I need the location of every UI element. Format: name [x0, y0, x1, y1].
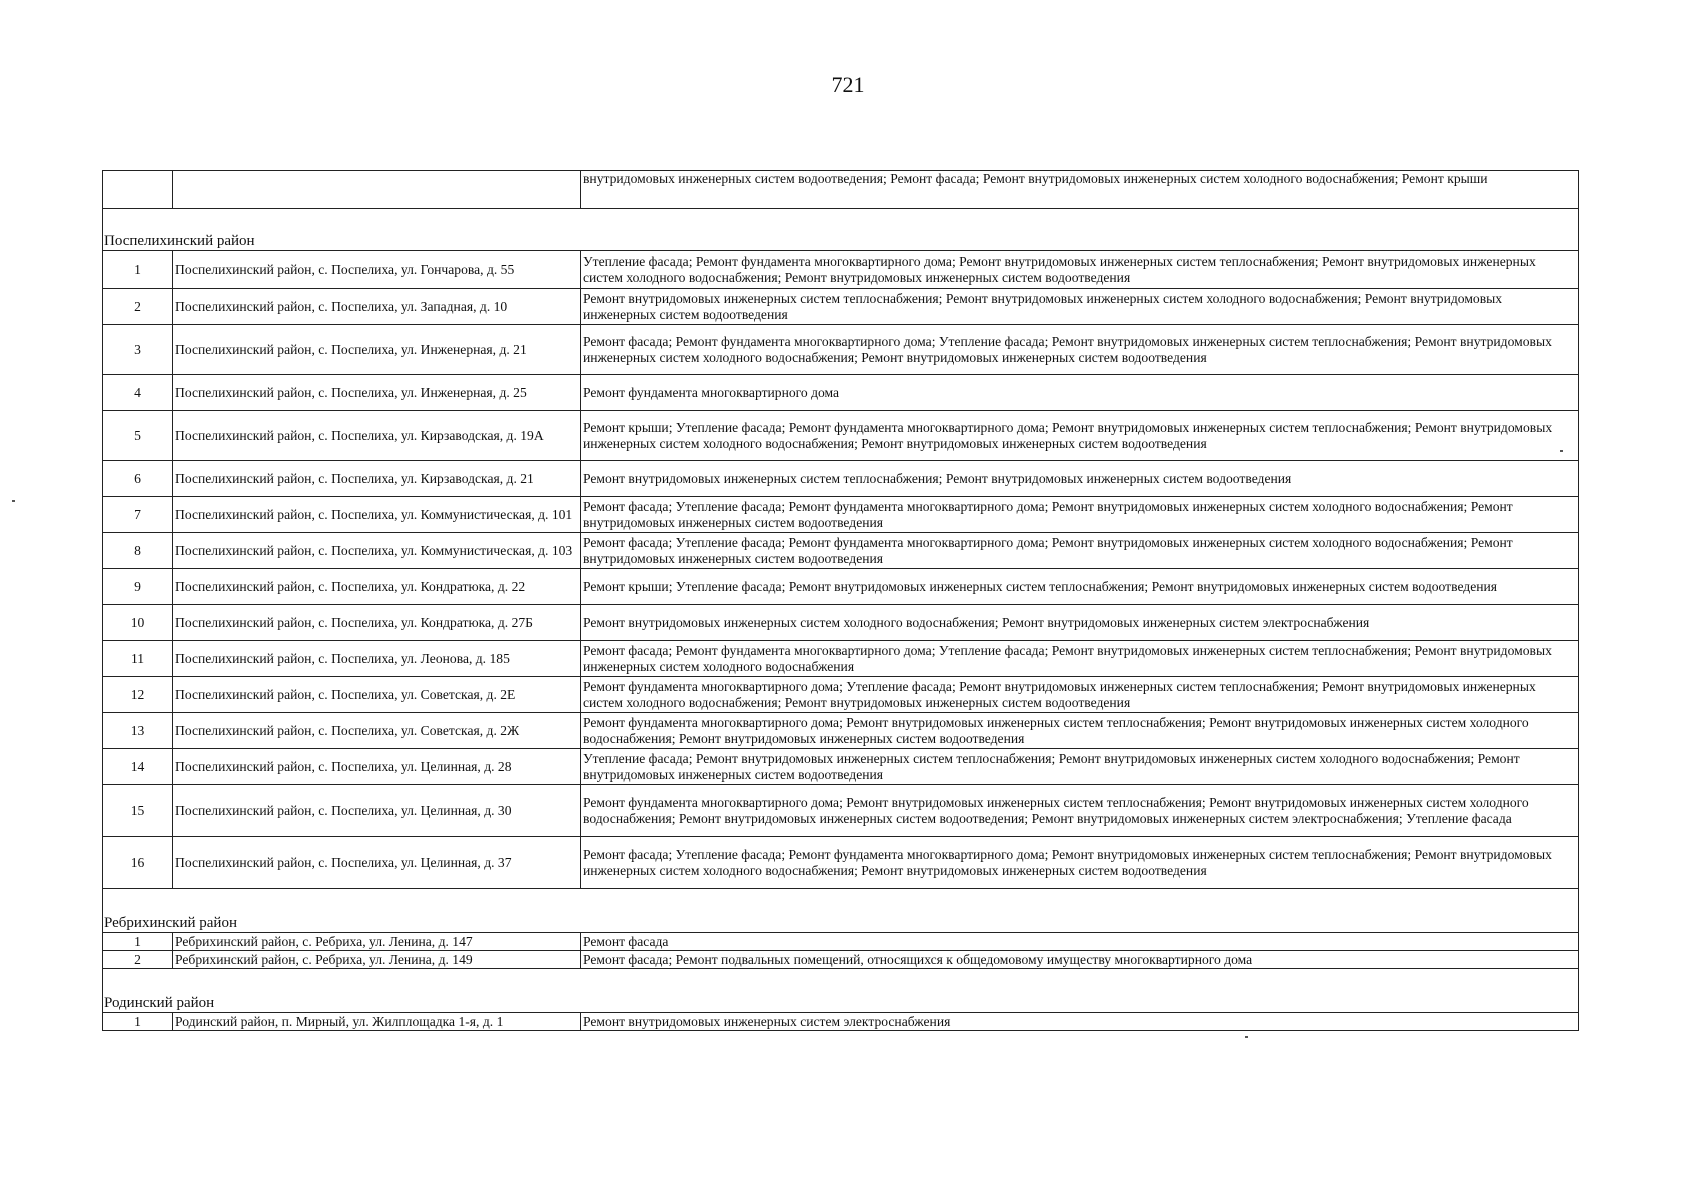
- scan-speck: [1245, 1036, 1248, 1038]
- address-cell: Поспелихинский район, с. Поспелиха, ул. Советская, д. 2Ж: [173, 713, 581, 749]
- row-number: 4: [103, 375, 173, 411]
- table-body: [103, 171, 1579, 1031]
- works-cell: Ремонт внутридомовых инженерных систем холодного водоснабжения; Ремонт внутридомовых инженерных систем электроснабжения: [581, 605, 1579, 641]
- works-cell: Ремонт фасада: [581, 933, 1579, 951]
- address-cell: Поспелихинский район, с. Поспелиха, ул. Западная, д. 10: [173, 289, 581, 325]
- row-number: 16: [103, 837, 173, 889]
- table-row: [103, 837, 1579, 889]
- table-row: [103, 749, 1579, 785]
- row-number: 1: [103, 933, 173, 951]
- region-name: Ребрихинский район: [103, 889, 1579, 933]
- table-row: [103, 641, 1579, 677]
- table-row: [103, 933, 1579, 951]
- address-cell: Поспелихинский район, с. Поспелиха, ул. Инженерная, д. 21: [173, 325, 581, 375]
- row-number: 5: [103, 411, 173, 461]
- table-row: [103, 1013, 1579, 1031]
- address-cell: Поспелихинский район, с. Поспелиха, ул. Инженерная, д. 25: [173, 375, 581, 411]
- repair-works-table: [102, 170, 1579, 1031]
- works-cell: Ремонт внутридомовых инженерных систем электроснабжения: [581, 1013, 1579, 1031]
- continuation-address-cell: [173, 171, 581, 209]
- row-number: 6: [103, 461, 173, 497]
- address-cell: Поспелихинский район, с. Поспелиха, ул. Кирзаводская, д. 19А: [173, 411, 581, 461]
- works-cell: Ремонт фасада; Утепление фасада; Ремонт фундамента многоквартирного дома; Ремонт внутридомовых инженерных систем теплоснабжения; Ремонт внутридомовых инженерных систем холодного водоснабжения; Ремонт внутридомовых инженерных систем водоотведения: [581, 837, 1579, 889]
- address-cell: Поспелихинский район, с. Поспелиха, ул. Кондратюка, д. 27Б: [173, 605, 581, 641]
- continuation-works-cell: внутридомовых инженерных систем водоотведения; Ремонт фасада; Ремонт внутридомовых инженерных систем холодного водоснабжения; Ремонт крыши: [581, 171, 1579, 209]
- works-cell: Утепление фасада; Ремонт фундамента многоквартирного дома; Ремонт внутридомовых инженерных систем теплоснабжения; Ремонт внутридомовых инженерных систем холодного водоснабжения; Ремонт внутридомовых инженерных систем водоотведения: [581, 251, 1579, 289]
- table-row: [103, 325, 1579, 375]
- continuation-num-cell: [103, 171, 173, 209]
- row-number: 15: [103, 785, 173, 837]
- row-number: 7: [103, 497, 173, 533]
- row-number: 8: [103, 533, 173, 569]
- region-name: Родинский район: [103, 969, 1579, 1013]
- table-row: [103, 251, 1579, 289]
- row-number: 1: [103, 251, 173, 289]
- row-number: 9: [103, 569, 173, 605]
- table-row: [103, 951, 1579, 969]
- row-number: 13: [103, 713, 173, 749]
- works-cell: Ремонт фундамента многоквартирного дома; Утепление фасада; Ремонт внутридомовых инженерных систем теплоснабжения; Ремонт внутридомовых инженерных систем холодного водоснабжения; Ремонт внутридомовых инженерных систем водоотведения: [581, 677, 1579, 713]
- address-cell: Поспелихинский район, с. Поспелиха, ул. Целинная, д. 37: [173, 837, 581, 889]
- region-header-row: [103, 209, 1579, 251]
- works-cell: Ремонт фасада; Ремонт фундамента многоквартирного дома; Утепление фасада; Ремонт внутридомовых инженерных систем теплоснабжения; Ремонт внутридомовых инженерных систем холодного водоснабжения: [581, 641, 1579, 677]
- table-row: [103, 289, 1579, 325]
- row-number: 10: [103, 605, 173, 641]
- table-row: [103, 713, 1579, 749]
- scan-speck: [12, 500, 15, 502]
- works-cell: Ремонт внутридомовых инженерных систем теплоснабжения; Ремонт внутридомовых инженерных систем водоотведения: [581, 461, 1579, 497]
- row-number: 11: [103, 641, 173, 677]
- region-name: Поспелихинский район: [103, 209, 1579, 251]
- address-cell: Поспелихинский район, с. Поспелиха, ул. Кирзаводская, д. 21: [173, 461, 581, 497]
- works-cell: Утепление фасада; Ремонт внутридомовых инженерных систем теплоснабжения; Ремонт внутридомовых инженерных систем холодного водоснабжения; Ремонт внутридомовых инженерных систем водоотведения: [581, 749, 1579, 785]
- row-number: 1: [103, 1013, 173, 1031]
- continuation-row: [103, 171, 1579, 209]
- table-row: [103, 461, 1579, 497]
- row-number: 2: [103, 289, 173, 325]
- table-row: [103, 677, 1579, 713]
- works-cell: Ремонт фасада; Утепление фасада; Ремонт фундамента многоквартирного дома; Ремонт внутридомовых инженерных систем холодного водоснабжения; Ремонт внутридомовых инженерных систем водоотведения: [581, 533, 1579, 569]
- table-row: [103, 375, 1579, 411]
- works-cell: Ремонт фундамента многоквартирного дома: [581, 375, 1579, 411]
- address-cell: Ребрихинский район, с. Ребриха, ул. Ленина, д. 149: [173, 951, 581, 969]
- works-cell: Ремонт фасада; Ремонт подвальных помещений, относящихся к общедомовому имуществу многоквартирного дома: [581, 951, 1579, 969]
- works-cell: Ремонт крыши; Утепление фасада; Ремонт фундамента многоквартирного дома; Ремонт внутридомовых инженерных систем теплоснабжения; Ремонт внутридомовых инженерных систем холодного водоснабжения; Ремонт внутридомовых инженерных систем водоотведения: [581, 411, 1579, 461]
- works-cell: Ремонт внутридомовых инженерных систем теплоснабжения; Ремонт внутридомовых инженерных систем холодного водоснабжения; Ремонт внутридомовых инженерных систем водоотведения: [581, 289, 1579, 325]
- works-cell: Ремонт фасада; Утепление фасада; Ремонт фундамента многоквартирного дома; Ремонт внутридомовых инженерных систем холодного водоснабжения; Ремонт внутридомовых инженерных систем водоотведения: [581, 497, 1579, 533]
- row-number: 3: [103, 325, 173, 375]
- table-row: [103, 497, 1579, 533]
- works-cell: Ремонт крыши; Утепление фасада; Ремонт внутридомовых инженерных систем теплоснабжения; Ремонт внутридомовых инженерных систем водоотведения: [581, 569, 1579, 605]
- table-row: [103, 411, 1579, 461]
- table-row: [103, 785, 1579, 837]
- address-cell: Поспелихинский район, с. Поспелиха, ул. Гончарова, д. 55: [173, 251, 581, 289]
- address-cell: Поспелихинский район, с. Поспелиха, ул. Целинная, д. 30: [173, 785, 581, 837]
- row-number: 12: [103, 677, 173, 713]
- works-cell: Ремонт фасада; Ремонт фундамента многоквартирного дома; Утепление фасада; Ремонт внутридомовых инженерных систем теплоснабжения; Ремонт внутридомовых инженерных систем холодного водоснабжения; Ремонт внутридомовых инженерных систем водоотведения: [581, 325, 1579, 375]
- table-row: [103, 569, 1579, 605]
- scan-speck: [1560, 450, 1563, 452]
- address-cell: Поспелихинский район, с. Поспелиха, ул. Советская, д. 2Е: [173, 677, 581, 713]
- region-header-row: [103, 889, 1579, 933]
- address-cell: Поспелихинский район, с. Поспелиха, ул. Кондратюка, д. 22: [173, 569, 581, 605]
- table-row: [103, 605, 1579, 641]
- table-row: [103, 533, 1579, 569]
- address-cell: Поспелихинский район, с. Поспелиха, ул. Леонова, д. 185: [173, 641, 581, 677]
- address-cell: Ребрихинский район, с. Ребриха, ул. Ленина, д. 147: [173, 933, 581, 951]
- row-number: 14: [103, 749, 173, 785]
- page-number: 721: [831, 72, 865, 97]
- row-number: 2: [103, 951, 173, 969]
- region-header-row: [103, 969, 1579, 1013]
- address-cell: Поспелихинский район, с. Поспелиха, ул. Коммунистическая, д. 103: [173, 533, 581, 569]
- address-cell: Поспелихинский район, с. Поспелиха, ул. Коммунистическая, д. 101: [173, 497, 581, 533]
- address-cell: Поспелихинский район, с. Поспелиха, ул. Целинная, д. 28: [173, 749, 581, 785]
- address-cell: Родинский район, п. Мирный, ул. Жилплощадка 1-я, д. 1: [173, 1013, 581, 1031]
- works-cell: Ремонт фундамента многоквартирного дома; Ремонт внутридомовых инженерных систем теплоснабжения; Ремонт внутридомовых инженерных систем холодного водоснабжения; Ремонт внутридомовых инженерных систем водоотведения: [581, 713, 1579, 749]
- works-cell: Ремонт фундамента многоквартирного дома; Ремонт внутридомовых инженерных систем теплоснабжения; Ремонт внутридомовых инженерных систем холодного водоснабжения; Ремонт внутридомовых инженерных систем водоотведения; Ремонт внутридомовых инженерных систем электроснабжения; Утепление фасада: [581, 785, 1579, 837]
